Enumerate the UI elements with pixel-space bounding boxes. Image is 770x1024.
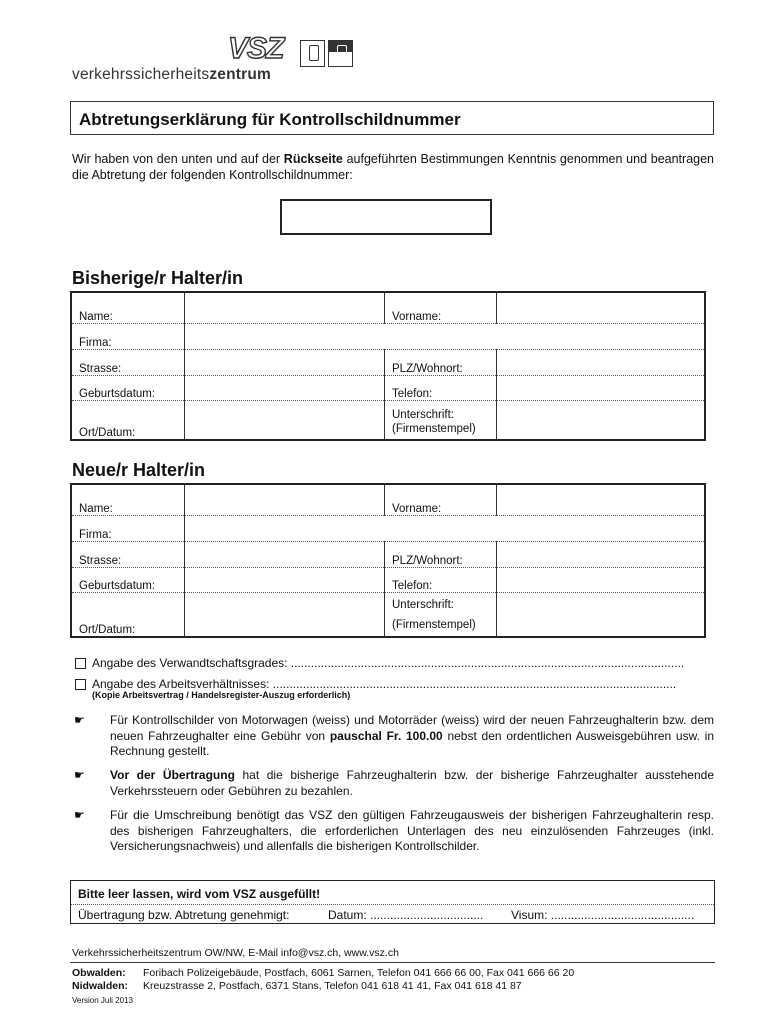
pointing-hand-icon: ☛: [74, 768, 85, 782]
arbeit-row: [75, 677, 676, 691]
vorname-field[interactable]: [497, 292, 706, 323]
intro-text: Wir haben von den unten und auf der Rückseite aufgeführten Bestimmungen Kenntnis genommen und beantragen die Abtretung der folgenden Kontrollschildnummer:: [72, 152, 714, 182]
logo-wordmark: verkehrssicherheitszentrum: [72, 66, 272, 83]
geburtsdatum-field[interactable]: [185, 375, 385, 400]
ort-datum-field[interactable]: [185, 400, 385, 440]
label-unterschrift: Unterschrift: (Firmenstempel): [385, 400, 497, 440]
label-name: Name:: [71, 292, 185, 323]
version-label: Version Juli 2013: [72, 996, 133, 1005]
neue-form-table: [70, 483, 706, 638]
label-geburtsdatum: Geburtsdatum:: [71, 567, 185, 592]
office-use-box: [70, 880, 715, 924]
plz-field[interactable]: [497, 541, 706, 567]
pointing-hand-icon: ☛: [74, 713, 85, 727]
firma-field[interactable]: [185, 323, 706, 349]
section-heading-bisherige: Bisherige/r Halter/in: [72, 268, 244, 288]
label-vorname: Vorname:: [385, 484, 497, 515]
arbeit-label: Angabe des Arbeitsverhältnisses: .........................................................................................................................: [92, 677, 677, 691]
visum-field: Visum: ...........................................: [511, 908, 695, 922]
page-title: Abtretungserklärung für Kontrollschildnummer: [79, 110, 461, 129]
label-plz: PLZ/Wohnort:: [385, 349, 497, 375]
footer-nidwalden-address: Kreuzstrasse 2, Postfach, 6371 Stans, Telefon 041 618 41 41, Fax 041 618 41 87: [143, 980, 522, 992]
title-box: [70, 101, 714, 135]
label-geburtsdatum: Geburtsdatum:: [71, 375, 185, 400]
geburtsdatum-field[interactable]: [185, 567, 385, 592]
unterschrift-field[interactable]: [497, 592, 706, 637]
name-field[interactable]: [185, 292, 385, 323]
pointing-hand-icon: ☛: [74, 808, 85, 822]
label-plz: PLZ/Wohnort:: [385, 541, 497, 567]
telefon-field[interactable]: [497, 375, 706, 400]
plate-number-field[interactable]: [280, 199, 492, 235]
vsz-logo: VSZ: [228, 32, 284, 65]
arbeit-checkbox[interactable]: [75, 679, 86, 690]
name-field[interactable]: [185, 484, 385, 515]
bisherige-form-table: [70, 291, 706, 441]
genehmigt-label: Übertragung bzw. Abtretung genehmigt:: [78, 908, 290, 922]
firma-field[interactable]: [185, 515, 706, 541]
strasse-field[interactable]: [185, 541, 385, 567]
label-firma: Firma:: [71, 515, 185, 541]
footer-divider: [70, 962, 715, 963]
label-name: Name:: [71, 484, 185, 515]
verwandtschaft-checkbox[interactable]: [75, 658, 86, 669]
datum-field: Datum: ..................................: [328, 908, 484, 922]
strasse-field[interactable]: [185, 349, 385, 375]
footer-obwalden-label: Obwalden:: [72, 967, 126, 979]
label-ort-datum: Ort/Datum:: [79, 624, 136, 636]
label-strasse: Strasse:: [71, 349, 185, 375]
ort-datum-field[interactable]: [185, 592, 385, 637]
verwandtschaft-row: [75, 656, 684, 670]
bullet-umschreibung: Für die Umschreibung benötigt das VSZ den gültigen Fahrzeugausweis der bisherigen Fahrzeughalterin resp. des bisherigen Fahrzeughalters, die erforderlichen Unterlagen des neu einzulösenden Fahrzeuges (inkl. Versicherungsnachweis) und allenfalls die bisherigen Kontrollschilder.: [110, 808, 714, 853]
bullet-uebertragung: Vor der Übertragung hat die bisherige Fahrzeughalterin bzw. der bisherige Fahrzeughalter ausstehende Verkehrssteuern oder Gebühren zu bezahlen.: [110, 768, 714, 798]
label-unterschrift: Unterschrift: (Firmenstempel): [385, 592, 497, 637]
vorname-field[interactable]: [497, 484, 706, 515]
footer-contact: Verkehrssicherheitszentrum OW/NW, E-Mail info@vsz.ch, www.vsz.ch: [72, 947, 399, 959]
unterschrift-field[interactable]: [497, 400, 706, 440]
label-vorname: Vorname:: [385, 292, 497, 323]
nidwalden-crest-icon: [328, 40, 353, 67]
footer-obwalden-address: Foribach Polizeigebäude, Postfach, 6061 Sarnen, Telefon 041 666 66 00, Fax 041 666 66 20: [143, 967, 575, 979]
telefon-field[interactable]: [497, 567, 706, 592]
label-telefon: Telefon:: [385, 375, 497, 400]
section-heading-neue: Neue/r Halter/in: [72, 460, 206, 480]
bullet-gebuehr: Für Kontrollschilder von Motorwagen (weiss) und Motorräder (weiss) wird der neuen Fahrzeughalterin bzw. dem neuen Fahrzeughalter eine Gebühr von pauschal Fr. 100.00 nebst den ordentlichen Ausweisgebühren usw. in Rechnung gestellt.: [110, 713, 714, 758]
label-telefon: Telefon:: [385, 567, 497, 592]
office-use-heading: Bitte leer lassen, wird vom VSZ ausgefüllt!: [78, 887, 321, 901]
plz-field[interactable]: [497, 349, 706, 375]
footer-nidwalden-label: Nidwalden:: [72, 980, 129, 992]
label-firma: Firma:: [71, 323, 185, 349]
label-strasse: Strasse:: [71, 541, 185, 567]
verwandtschaft-label: Angabe des Verwandtschaftsgrades: ......................................................................................................................: [92, 656, 685, 670]
obwalden-crest-icon: [300, 40, 325, 67]
label-ort-datum: Ort/Datum:: [79, 427, 136, 439]
arbeit-note: (Kopie Arbeitsvertrag / Handelsregister-Auszug erforderlich): [92, 690, 351, 700]
